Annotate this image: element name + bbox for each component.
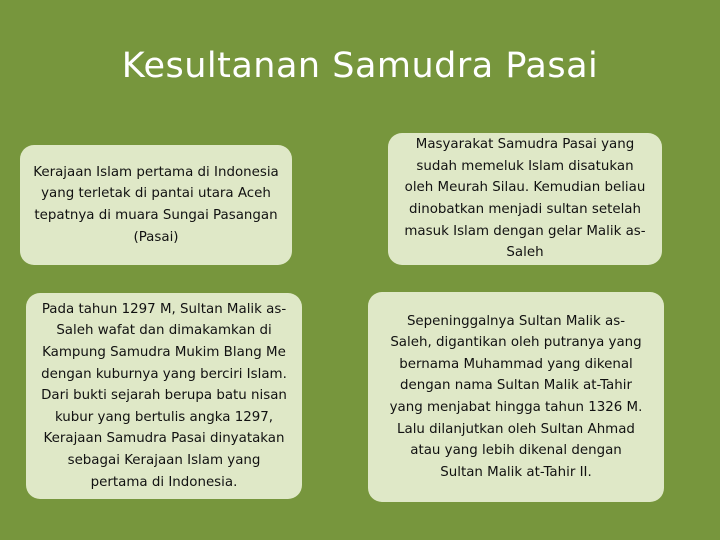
info-box-successors [368,292,664,502]
slide-title: Kesultanan Samudra Pasai [121,46,599,86]
info-box-meurah-silau [388,133,662,265]
info-box-first-kingdom [20,145,292,265]
info-box-text: Masyarakat Samudra Pasai yang sudah memeluk Islam disatukan oleh Meurah Silau. Kemudian beliau dinobatkan menjadi sultan setelah masuk Islam dengan gelar Malik as-Saleh [404,137,646,261]
info-box-text: Kerajaan Islam pertama di Indonesia yang terletak di pantai utara Aceh tepatnya di muara Sungai Pasangan (Pasai) [33,164,279,245]
info-box-text: Sepeninggalnya Sultan Malik as-Saleh, digantikan oleh putranya yang bernama Muhammad yang dikenal dengan nama Sultan Malik at-Tahir yang menjabat hingga tahun 1326 M. Lalu dilanjutkan oleh Sultan Ahmad atau yang lebih dikenal dengan Sultan Malik at-Tahir II. [389,313,643,480]
info-box-year-1297 [26,293,302,499]
info-box-text: Pada tahun 1297 M, Sultan Malik as-Saleh wafat dan dimakamkan di Kampung Samudra Mukim Blang Me dengan kuburnya yang berciri Islam. Dari bukti sejarah berupa batu nisan kubur yang bertulis angka 1297, Kerajaan Samudra Pasai dinyatakan sebagai Kerajaan Islam yang pertama di Indonesia. [41,301,287,490]
